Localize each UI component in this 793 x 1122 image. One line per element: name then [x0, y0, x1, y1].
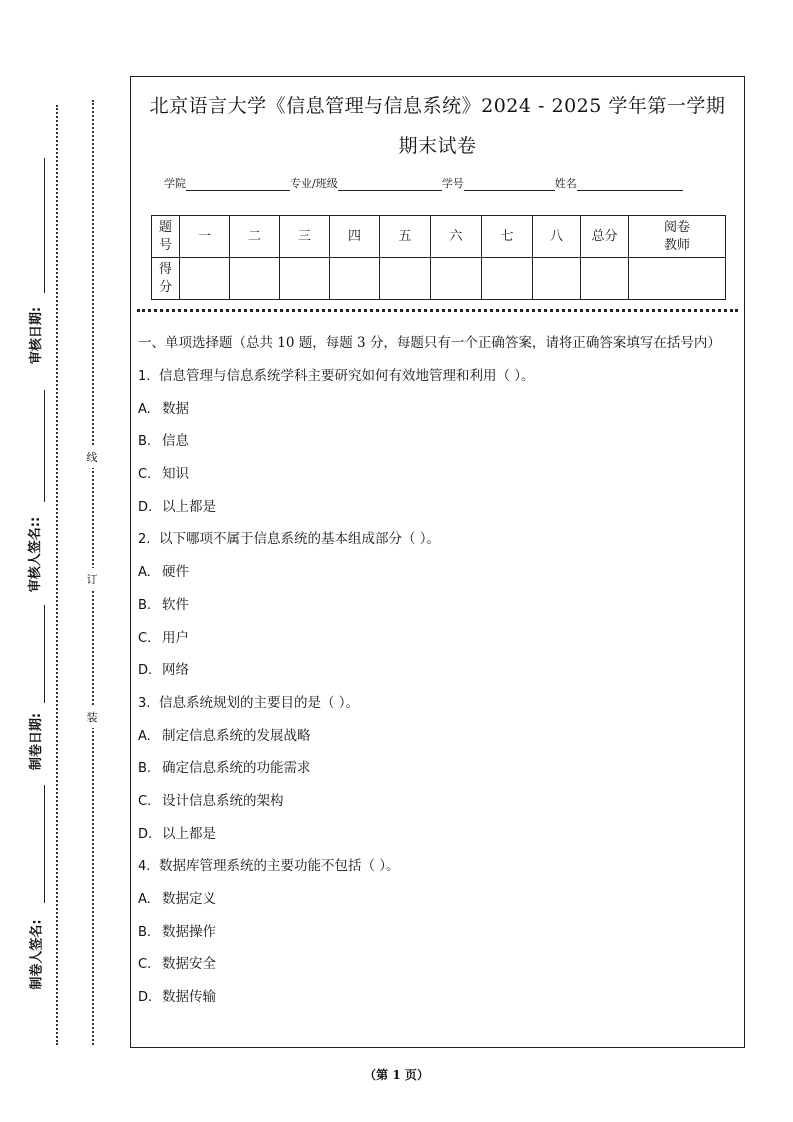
option-key: A.: [138, 565, 151, 581]
option-row[interactable]: [138, 720, 738, 753]
exam-title: 北京语言大学《信息管理与信息系统》2024 - 2025 学年第一学期: [149, 95, 726, 117]
option-key: B.: [138, 924, 152, 940]
question-number: 4.: [138, 859, 151, 875]
question-stem: [138, 523, 738, 556]
option-key: C.: [138, 467, 152, 483]
option-key: D.: [138, 499, 153, 515]
option-text: 知识: [162, 466, 189, 483]
option-key: C.: [138, 957, 152, 973]
question-text: 数据库管理系统的主要功能不包括（ ）。: [159, 858, 400, 875]
question-text: 信息系统规划的主要目的是（ ）。: [159, 694, 360, 711]
score-cell-value-label: 得分: [152, 258, 180, 300]
side-field-reviewer-line: [44, 390, 45, 502]
name-blank[interactable]: [577, 178, 683, 191]
section-divider: [137, 309, 738, 312]
option-text: 制定信息系统的发展战略: [162, 727, 311, 744]
question-text: 以下哪项不属于信息系统的基本组成部分（ ）。: [159, 531, 441, 548]
side-field-maker: 制卷人签名:: [29, 919, 45, 990]
option-key: C.: [138, 630, 152, 646]
score-cell-header-label: 题号: [152, 216, 180, 258]
option-key: D.: [138, 990, 153, 1006]
option-text: 设计信息系统的架构: [162, 792, 284, 809]
option-text: 软件: [162, 596, 189, 613]
binding-mark-line: 线: [84, 446, 100, 468]
college-blank[interactable]: [186, 178, 290, 191]
score-input-cell[interactable]: [230, 258, 280, 300]
side-field-make-date: 制卷日期:: [29, 712, 45, 771]
option-text: 以上都是: [162, 825, 216, 842]
question-stem: [138, 687, 738, 720]
question-number: 2.: [138, 532, 151, 548]
option-key: A.: [138, 401, 151, 417]
option-row[interactable]: [138, 654, 738, 687]
score-cell-header: 三: [280, 216, 330, 258]
side-field-review-date-line: [44, 158, 45, 293]
score-table: [151, 215, 726, 300]
side-field-maker-line: [44, 785, 45, 903]
student-id-label: 学号: [441, 177, 464, 190]
option-text: 数据安全: [162, 956, 216, 973]
option-row[interactable]: [138, 556, 738, 589]
score-header-row: [152, 216, 726, 258]
side-field-reviewer: 审核人签名::: [28, 516, 44, 593]
option-row[interactable]: [138, 752, 738, 785]
score-cell-header-grader: 阅卷教师: [629, 216, 726, 258]
question-stem: [138, 360, 738, 393]
score-input-cell[interactable]: [431, 258, 482, 300]
option-row[interactable]: [138, 622, 738, 655]
option-row[interactable]: [138, 458, 738, 491]
score-cell-header: 八: [533, 216, 581, 258]
option-key: D.: [138, 663, 153, 679]
score-cell-header: 一: [180, 216, 230, 258]
major-class-blank[interactable]: [338, 178, 442, 191]
dotted-column-left: [56, 105, 58, 1045]
option-text: 以上都是: [162, 498, 216, 515]
question-stem: [138, 850, 738, 883]
score-input-cell[interactable]: [482, 258, 533, 300]
option-key: B.: [138, 761, 152, 777]
option-key: A.: [138, 728, 151, 744]
binding-mark-staple: 订: [84, 568, 100, 590]
question-number: 1.: [138, 369, 151, 384]
page-number: （第 1 页）: [364, 1068, 429, 1082]
exam-frame: [130, 76, 745, 1048]
option-row[interactable]: [138, 425, 738, 458]
option-text: 网络: [162, 662, 189, 679]
option-row[interactable]: [138, 916, 738, 949]
option-text: 确定信息系统的功能需求: [162, 760, 311, 777]
option-text: 硬件: [162, 564, 189, 581]
option-text: 数据定义: [162, 891, 216, 907]
score-input-cell-grader[interactable]: [629, 258, 726, 300]
side-field-review-date: 审核日期:: [29, 306, 45, 365]
option-key: C.: [138, 793, 152, 809]
exam-subtitle: 期末试卷: [398, 135, 477, 157]
score-input-cell[interactable]: [330, 258, 380, 300]
score-cell-header: 四: [330, 216, 380, 258]
option-text: 用户: [162, 629, 189, 646]
score-cell-header: 二: [230, 216, 280, 258]
option-row[interactable]: [138, 393, 738, 426]
option-row[interactable]: [138, 818, 738, 851]
question-text: 信息管理与信息系统学科主要研究如何有效地管理和利用（ ）。: [159, 368, 535, 384]
option-key: B.: [138, 434, 152, 450]
major-class-label: 专业/班级: [290, 177, 338, 190]
option-row[interactable]: [138, 948, 738, 981]
option-row[interactable]: [138, 785, 738, 818]
score-value-row: [152, 258, 726, 300]
score-input-cell[interactable]: [180, 258, 230, 300]
score-cell-header: 六: [431, 216, 482, 258]
score-input-cell[interactable]: [280, 258, 330, 300]
option-text: 数据: [162, 400, 189, 417]
option-key: A.: [138, 892, 151, 907]
option-row[interactable]: [138, 981, 738, 1014]
binding-mark-bind: 装: [84, 706, 100, 728]
question-area: [138, 332, 738, 1014]
score-input-cell[interactable]: [380, 258, 431, 300]
student-id-blank[interactable]: [464, 178, 555, 191]
score-input-cell-total[interactable]: [581, 258, 629, 300]
option-key: B.: [138, 597, 152, 613]
option-text: 信息: [162, 433, 189, 450]
section-title: 一、单项选择题（总共 10 题，每题 3 分，每题只有一个正确答案，请将正确答案填写在括号内）: [138, 335, 721, 351]
score-cell-header: 五: [380, 216, 431, 258]
college-label: 学院: [164, 177, 186, 190]
score-cell-header: 七: [482, 216, 533, 258]
option-text: 数据传输: [162, 989, 216, 1006]
question-number: 3.: [138, 695, 151, 711]
side-field-make-date-line: [44, 605, 45, 703]
option-text: 数据操作: [162, 923, 216, 940]
option-row[interactable]: [138, 491, 738, 524]
option-row[interactable]: [138, 883, 738, 916]
score-input-cell[interactable]: [533, 258, 581, 300]
option-row[interactable]: [138, 589, 738, 622]
score-cell-header-total: 总分: [581, 216, 629, 258]
option-key: D.: [138, 826, 153, 842]
name-label: 姓名: [554, 177, 577, 190]
student-info-row: [164, 175, 724, 191]
